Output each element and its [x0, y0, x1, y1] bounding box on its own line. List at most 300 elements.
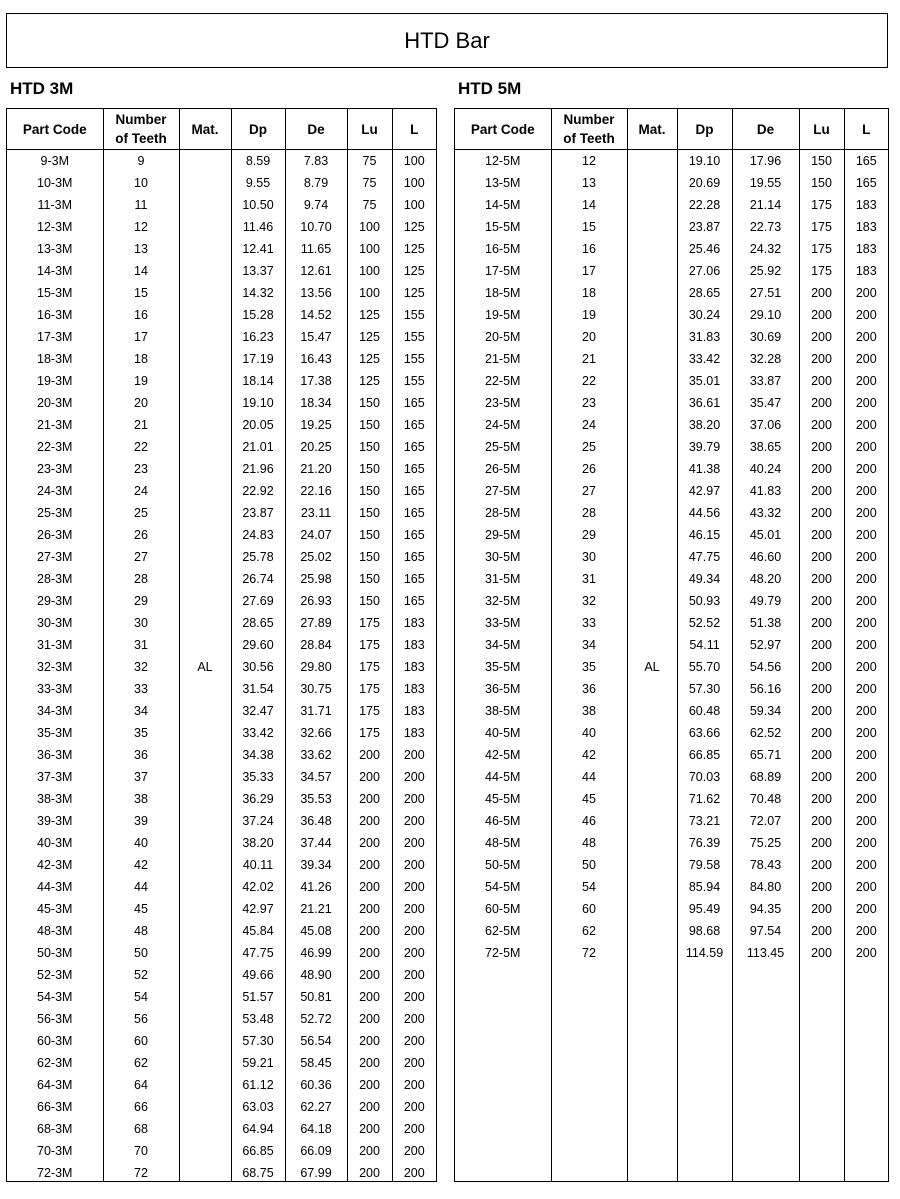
- cell-dp: 57.30: [677, 678, 732, 700]
- cell-de: 52.97: [732, 634, 799, 656]
- cell-l: 100: [403, 176, 425, 190]
- cell-number-of-teeth: 13: [551, 172, 627, 194]
- cell-l: 200: [403, 1166, 425, 1180]
- cell-dp: 21.96: [231, 458, 285, 480]
- cell-de: 26.93: [285, 590, 347, 612]
- cell-part-code: 31-3M: [7, 634, 103, 656]
- cell-l: 200: [855, 682, 877, 696]
- cell-part-code: 44-5M: [455, 766, 551, 788]
- cell-number-of-teeth: 13: [103, 238, 179, 260]
- cell-l: 200: [403, 1034, 425, 1048]
- cell-dp: [677, 1030, 732, 1052]
- htd5m-table: [455, 109, 888, 1182]
- cell-l: 200: [403, 770, 425, 784]
- cell-part-code: 18-5M: [455, 282, 551, 304]
- cell-part-code: 40-3M: [7, 832, 103, 854]
- cell-lu: 175: [347, 722, 392, 744]
- cell-part-code: 19-5M: [455, 304, 551, 326]
- cell-de: 17.96: [732, 150, 799, 173]
- cell-dp: 25.78: [231, 546, 285, 568]
- cell-de: 48.90: [285, 964, 347, 986]
- cell-number-of-teeth: 60: [551, 898, 627, 920]
- cell-number-of-teeth: 21: [103, 414, 179, 436]
- cell-part-code: [455, 1074, 551, 1096]
- cell-number-of-teeth: 42: [551, 744, 627, 766]
- cell-part-code: 18-3M: [7, 348, 103, 370]
- cell-lu: [799, 1052, 844, 1074]
- cell-dp: 54.11: [677, 634, 732, 656]
- cell-dp: 31.54: [231, 678, 285, 700]
- cell-de: 30.69: [732, 326, 799, 348]
- cell-l: 100: [403, 198, 425, 212]
- cell-dp: 36.61: [677, 392, 732, 414]
- cell-part-code: 15-5M: [455, 216, 551, 238]
- cell-lu: 150: [799, 150, 844, 173]
- cell-lu: 200: [347, 810, 392, 832]
- cell-dp: 46.15: [677, 524, 732, 546]
- cell-number-of-teeth: 31: [103, 634, 179, 656]
- cell-lu: 200: [799, 810, 844, 832]
- cell-lu: 125: [347, 370, 392, 392]
- cell-de: 7.83: [285, 150, 347, 173]
- cell-de: 49.79: [732, 590, 799, 612]
- cell-lu: 200: [799, 744, 844, 766]
- cell-number-of-teeth: 33: [103, 678, 179, 700]
- cell-part-code: 50-3M: [7, 942, 103, 964]
- cell-de: [732, 1096, 799, 1118]
- cell-l: [844, 1096, 888, 1118]
- cell-de: 113.45: [732, 942, 799, 964]
- cell-lu: 100: [347, 260, 392, 282]
- cell-number-of-teeth: 14: [103, 260, 179, 282]
- cell-part-code: 11-3M: [7, 194, 103, 216]
- cell-de: 43.32: [732, 502, 799, 524]
- cell-de: 20.25: [285, 436, 347, 458]
- cell-de: 50.81: [285, 986, 347, 1008]
- cell-number-of-teeth: [551, 964, 627, 986]
- cell-dp: 66.85: [677, 744, 732, 766]
- cell-l: 165: [403, 594, 425, 608]
- cell-part-code: [455, 1030, 551, 1052]
- cell-lu: [799, 1118, 844, 1140]
- cell-de: 97.54: [732, 920, 799, 942]
- cell-de: [732, 986, 799, 1008]
- cell-dp: 17.19: [231, 348, 285, 370]
- cell-l: 200: [855, 770, 877, 784]
- cell-dp: 25.46: [677, 238, 732, 260]
- cell-l: 183: [403, 704, 425, 718]
- htd3m-title: HTD 3M: [10, 79, 74, 98]
- cell-dp: 10.50: [231, 194, 285, 216]
- cell-lu: 200: [799, 304, 844, 326]
- cell-l: [844, 964, 888, 986]
- cell-part-code: 36-5M: [455, 678, 551, 700]
- cell-dp: 23.87: [677, 216, 732, 238]
- cell-part-code: 72-3M: [7, 1162, 103, 1182]
- cell-l: 155: [403, 308, 425, 322]
- cell-de: 23.11: [285, 502, 347, 524]
- cell-l: 200: [855, 704, 877, 718]
- cell-number-of-teeth: 12: [551, 150, 627, 173]
- cell-lu: 175: [347, 700, 392, 722]
- cell-l: 183: [855, 264, 877, 278]
- cell-part-code: 50-5M: [455, 854, 551, 876]
- cell-number-of-teeth: 12: [103, 216, 179, 238]
- cell-number-of-teeth: 27: [103, 546, 179, 568]
- cell-de: 51.38: [732, 612, 799, 634]
- cell-de: 84.80: [732, 876, 799, 898]
- cell-dp: 42.97: [677, 480, 732, 502]
- cell-number-of-teeth: 16: [551, 238, 627, 260]
- cell-number-of-teeth: 36: [551, 678, 627, 700]
- cell-number-of-teeth: 44: [103, 876, 179, 898]
- cell-lu: 200: [799, 700, 844, 722]
- cell-dp: 30.56: [231, 656, 285, 678]
- cell-number-of-teeth: 52: [103, 964, 179, 986]
- cell-l: [844, 1030, 888, 1052]
- cell-number-of-teeth: [551, 1030, 627, 1052]
- cell-dp: 53.48: [231, 1008, 285, 1030]
- cell-part-code: 38-3M: [7, 788, 103, 810]
- cell-l: 200: [855, 726, 877, 740]
- cell-de: 46.99: [285, 942, 347, 964]
- htd5m-title: HTD 5M: [458, 79, 522, 98]
- cell-l: [844, 1118, 888, 1140]
- cell-lu: 200: [799, 568, 844, 590]
- cell-de: [732, 1140, 799, 1162]
- cell-l: 200: [855, 880, 877, 894]
- cell-de: 28.84: [285, 634, 347, 656]
- cell-de: 70.48: [732, 788, 799, 810]
- cell-lu: 200: [799, 480, 844, 502]
- cell-lu: 200: [799, 370, 844, 392]
- cell-de: [732, 1074, 799, 1096]
- cell-lu: 100: [347, 216, 392, 238]
- cell-de: 66.09: [285, 1140, 347, 1162]
- cell-lu: 200: [347, 1162, 392, 1182]
- cell-number-of-teeth: 25: [103, 502, 179, 524]
- cell-part-code: 16-5M: [455, 238, 551, 260]
- cell-number-of-teeth: 27: [551, 480, 627, 502]
- cell-de: 35.47: [732, 392, 799, 414]
- cell-de: 46.60: [732, 546, 799, 568]
- cell-part-code: 66-3M: [7, 1096, 103, 1118]
- cell-part-code: 64-3M: [7, 1074, 103, 1096]
- cell-part-code: [455, 1096, 551, 1118]
- cell-l: 125: [403, 220, 425, 234]
- cell-l: 200: [855, 924, 877, 938]
- cell-de: 37.06: [732, 414, 799, 436]
- cell-number-of-teeth: 15: [103, 282, 179, 304]
- cell-part-code: 20-3M: [7, 392, 103, 414]
- cell-part-code: 14-5M: [455, 194, 551, 216]
- cell-dp: 42.02: [231, 876, 285, 898]
- cell-part-code: 19-3M: [7, 370, 103, 392]
- cell-number-of-teeth: 20: [551, 326, 627, 348]
- cell-lu: 200: [799, 414, 844, 436]
- cell-l: 155: [403, 374, 425, 388]
- cell-number-of-teeth: 20: [103, 392, 179, 414]
- cell-part-code: 13-5M: [455, 172, 551, 194]
- cell-l: 200: [855, 462, 877, 476]
- cell-part-code: 25-3M: [7, 502, 103, 524]
- cell-lu: 200: [799, 656, 844, 678]
- cell-de: 58.45: [285, 1052, 347, 1074]
- cell-l: 200: [855, 616, 877, 630]
- cell-lu: 200: [799, 678, 844, 700]
- cell-l: 183: [855, 198, 877, 212]
- cell-l: 200: [855, 902, 877, 916]
- cell-l: 200: [855, 814, 877, 828]
- cell-l: 200: [855, 506, 877, 520]
- cell-dp: 28.65: [231, 612, 285, 634]
- cell-de: 60.36: [285, 1074, 347, 1096]
- cell-lu: 175: [347, 634, 392, 656]
- cell-number-of-teeth: 40: [551, 722, 627, 744]
- cell-de: [732, 1162, 799, 1182]
- cell-l: 165: [403, 484, 425, 498]
- cell-dp: 20.05: [231, 414, 285, 436]
- cell-de: 36.48: [285, 810, 347, 832]
- cell-dp: 34.38: [231, 744, 285, 766]
- cell-part-code: 62-3M: [7, 1052, 103, 1074]
- cell-part-code: 17-5M: [455, 260, 551, 282]
- cell-part-code: 34-5M: [455, 634, 551, 656]
- cell-number-of-teeth: 72: [103, 1162, 179, 1182]
- cell-de: 56.54: [285, 1030, 347, 1052]
- cell-lu: 200: [799, 854, 844, 876]
- cell-part-code: 36-3M: [7, 744, 103, 766]
- cell-dp: 22.92: [231, 480, 285, 502]
- cell-dp: 63.03: [231, 1096, 285, 1118]
- cell-de: 33.62: [285, 744, 347, 766]
- cell-lu: 100: [347, 238, 392, 260]
- cell-part-code: 45-3M: [7, 898, 103, 920]
- cell-dp: 47.75: [677, 546, 732, 568]
- cell-l: 200: [855, 594, 877, 608]
- cell-de: 30.75: [285, 678, 347, 700]
- cell-de: 19.55: [732, 172, 799, 194]
- cell-part-code: 48-5M: [455, 832, 551, 854]
- cell-l: 200: [855, 484, 877, 498]
- cell-dp: 26.74: [231, 568, 285, 590]
- cell-l: 200: [403, 1012, 425, 1026]
- cell-lu: 200: [799, 876, 844, 898]
- cell-de: 62.52: [732, 722, 799, 744]
- cell-lu: 200: [347, 1140, 392, 1162]
- cell-number-of-teeth: 25: [551, 436, 627, 458]
- cell-lu: 200: [347, 898, 392, 920]
- cell-l: 183: [403, 726, 425, 740]
- cell-number-of-teeth: 35: [551, 656, 627, 678]
- cell-part-code: 30-3M: [7, 612, 103, 634]
- cell-de: 18.34: [285, 392, 347, 414]
- cell-lu: 200: [799, 590, 844, 612]
- cell-de: 15.47: [285, 326, 347, 348]
- cell-de: 32.66: [285, 722, 347, 744]
- cell-de: 34.57: [285, 766, 347, 788]
- cell-de: 22.16: [285, 480, 347, 502]
- cell-l: 200: [403, 836, 425, 850]
- cell-l: 200: [403, 1144, 425, 1158]
- cell-dp: 35.01: [677, 370, 732, 392]
- cell-lu: 200: [347, 1074, 392, 1096]
- cell-dp: 37.24: [231, 810, 285, 832]
- cell-dp: 24.83: [231, 524, 285, 546]
- cell-de: 37.44: [285, 832, 347, 854]
- table-row: [455, 150, 888, 173]
- cell-de: 52.72: [285, 1008, 347, 1030]
- cell-number-of-teeth: 10: [103, 172, 179, 194]
- cell-lu: 200: [799, 832, 844, 854]
- cell-lu: 125: [347, 304, 392, 326]
- cell-dp: 44.56: [677, 502, 732, 524]
- cell-dp: 76.39: [677, 832, 732, 854]
- cell-dp: 30.24: [677, 304, 732, 326]
- cell-lu: 150: [347, 546, 392, 568]
- cell-number-of-teeth: 16: [103, 304, 179, 326]
- cell-de: 17.38: [285, 370, 347, 392]
- cell-dp: 85.94: [677, 876, 732, 898]
- cell-de: 67.99: [285, 1162, 347, 1182]
- cell-de: [732, 1052, 799, 1074]
- cell-lu: 200: [347, 1096, 392, 1118]
- cell-number-of-teeth: 34: [103, 700, 179, 722]
- cell-lu: 200: [799, 920, 844, 942]
- cell-l: 165: [403, 396, 425, 410]
- cell-l: 200: [855, 946, 877, 960]
- header-part-code: Part Code: [455, 109, 551, 150]
- cell-part-code: 29-5M: [455, 524, 551, 546]
- cell-de: 41.83: [732, 480, 799, 502]
- cell-dp: [677, 1140, 732, 1162]
- cell-number-of-teeth: 29: [103, 590, 179, 612]
- cell-de: 45.01: [732, 524, 799, 546]
- cell-part-code: 45-5M: [455, 788, 551, 810]
- cell-part-code: 21-5M: [455, 348, 551, 370]
- cell-number-of-teeth: 39: [103, 810, 179, 832]
- cell-part-code: 44-3M: [7, 876, 103, 898]
- cell-number-of-teeth: 11: [103, 194, 179, 216]
- cell-lu: [799, 964, 844, 986]
- cell-l: 200: [403, 1100, 425, 1114]
- cell-lu: 200: [347, 1008, 392, 1030]
- cell-l: 200: [403, 814, 425, 828]
- cell-l: 200: [855, 638, 877, 652]
- cell-part-code: 68-3M: [7, 1118, 103, 1140]
- cell-l: 200: [855, 374, 877, 388]
- cell-dp: 73.21: [677, 810, 732, 832]
- cell-dp: 95.49: [677, 898, 732, 920]
- cell-lu: 200: [799, 634, 844, 656]
- cell-de: 24.07: [285, 524, 347, 546]
- cell-number-of-teeth: 40: [103, 832, 179, 854]
- cell-l: 200: [855, 330, 877, 344]
- cell-number-of-teeth: 50: [103, 942, 179, 964]
- cell-lu: 200: [799, 348, 844, 370]
- htd3m-table-wrap: [6, 108, 437, 1182]
- cell-dp: [677, 986, 732, 1008]
- cell-number-of-teeth: 26: [551, 458, 627, 480]
- cell-dp: 8.59: [231, 150, 285, 173]
- cell-de: 59.34: [732, 700, 799, 722]
- cell-dp: 79.58: [677, 854, 732, 876]
- cell-l: 165: [403, 462, 425, 476]
- cell-number-of-teeth: 35: [103, 722, 179, 744]
- cell-dp: 15.28: [231, 304, 285, 326]
- cell-number-of-teeth: 24: [103, 480, 179, 502]
- cell-part-code: 24-5M: [455, 414, 551, 436]
- cell-part-code: [455, 964, 551, 986]
- cell-l: [844, 1008, 888, 1030]
- cell-part-code: 24-3M: [7, 480, 103, 502]
- cell-lu: 200: [799, 546, 844, 568]
- cell-part-code: 32-3M: [7, 656, 103, 678]
- cell-lu: 200: [347, 920, 392, 942]
- cell-part-code: 42-5M: [455, 744, 551, 766]
- cell-l: [844, 1052, 888, 1074]
- cell-number-of-teeth: 23: [551, 392, 627, 414]
- cell-part-code: 60-3M: [7, 1030, 103, 1052]
- cell-number-of-teeth: 66: [103, 1096, 179, 1118]
- cell-number-of-teeth: 64: [103, 1074, 179, 1096]
- cell-number-of-teeth: 21: [551, 348, 627, 370]
- cell-dp: 40.11: [231, 854, 285, 876]
- cell-dp: 45.84: [231, 920, 285, 942]
- cell-dp: 11.46: [231, 216, 285, 238]
- cell-dp: 20.69: [677, 172, 732, 194]
- cell-part-code: 34-3M: [7, 700, 103, 722]
- cell-part-code: 9-3M: [7, 150, 103, 173]
- cell-de: 21.14: [732, 194, 799, 216]
- header-part-code: Part Code: [7, 109, 103, 150]
- cell-part-code: 31-5M: [455, 568, 551, 590]
- cell-part-code: 25-5M: [455, 436, 551, 458]
- cell-l: 200: [403, 1078, 425, 1092]
- cell-l: 125: [403, 286, 425, 300]
- cell-number-of-teeth: 70: [103, 1140, 179, 1162]
- cell-number-of-teeth: 17: [103, 326, 179, 348]
- cell-number-of-teeth: 30: [551, 546, 627, 568]
- cell-lu: [799, 986, 844, 1008]
- cell-part-code: [455, 1052, 551, 1074]
- material-cell: AL: [179, 150, 231, 1183]
- cell-number-of-teeth: 68: [103, 1118, 179, 1140]
- cell-de: 94.35: [732, 898, 799, 920]
- cell-dp: 27.06: [677, 260, 732, 282]
- cell-part-code: 70-3M: [7, 1140, 103, 1162]
- cell-l: 200: [855, 308, 877, 322]
- cell-dp: 12.41: [231, 238, 285, 260]
- cell-number-of-teeth: 28: [551, 502, 627, 524]
- cell-de: 33.87: [732, 370, 799, 392]
- cell-l: 200: [403, 968, 425, 982]
- cell-lu: 150: [347, 414, 392, 436]
- cell-lu: 100: [347, 282, 392, 304]
- cell-lu: 200: [799, 458, 844, 480]
- cell-de: 22.73: [732, 216, 799, 238]
- cell-de: 29.10: [732, 304, 799, 326]
- cell-de: 10.70: [285, 216, 347, 238]
- cell-l: 165: [403, 572, 425, 586]
- cell-de: [732, 1030, 799, 1052]
- cell-de: 25.98: [285, 568, 347, 590]
- cell-part-code: 33-5M: [455, 612, 551, 634]
- cell-part-code: 32-5M: [455, 590, 551, 612]
- cell-number-of-teeth: 17: [551, 260, 627, 282]
- header-l: L: [392, 109, 436, 150]
- cell-lu: 175: [799, 216, 844, 238]
